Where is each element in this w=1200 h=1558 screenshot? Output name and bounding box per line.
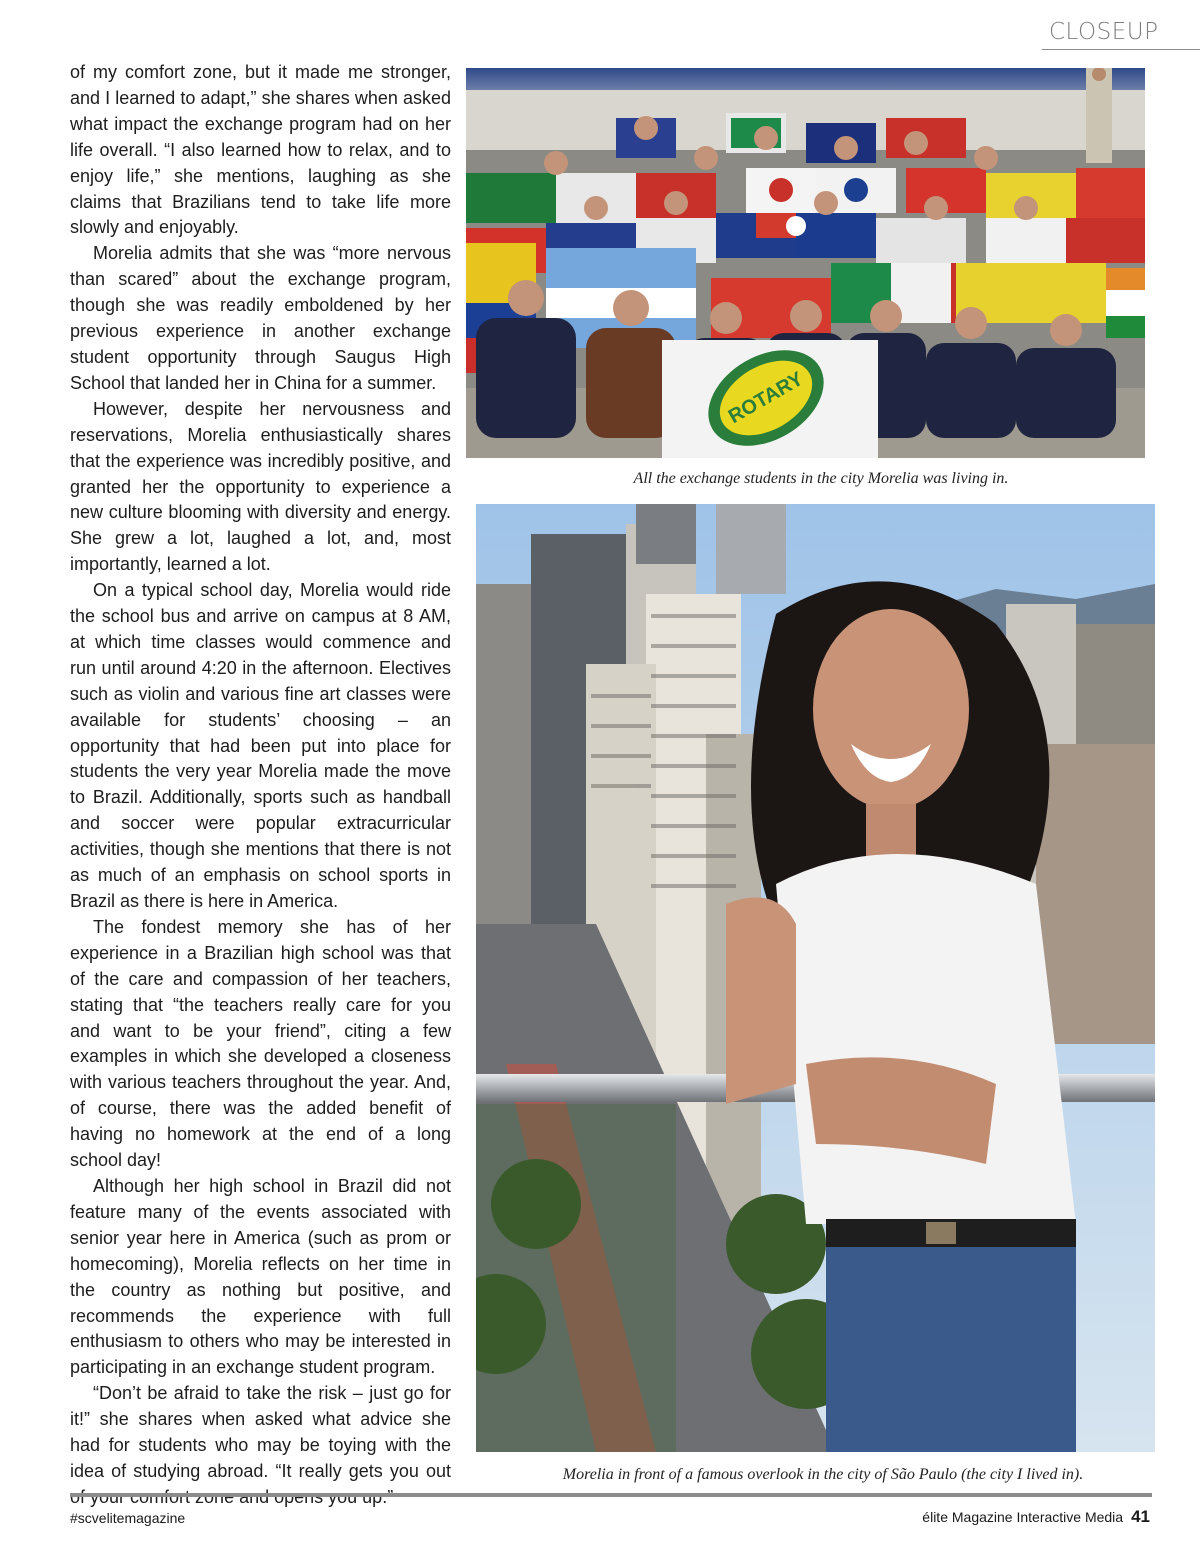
publication-name: élite Magazine Interactive Media [922, 1509, 1124, 1525]
portrait-photo [476, 504, 1155, 1452]
section-label: CLOSEUP [1042, 18, 1200, 50]
article-paragraph: of my comfort zone, but it made me stronger, and I learned to adapt,” she shares when asked what impact the exchange program had on her life overall. “I also learned how to relax, and to enjoy life,” she mentions, laughing as she claims that Brazilians tend to take life more slowly and enjoyably. [70, 62, 451, 238]
article-paragraph: Although her high school in Brazil did not feature many of the events associated with senior year here in America (such as prom or homecoming), Morelia reflects on her time in the country as nothing but positive, and recommends the experience with full enthusiasm to others who may be interested in participating in an exchange student program. [70, 1175, 451, 1378]
article-body [70, 60, 451, 1511]
article-paragraph: Morelia admits that she was “more nervous than scared” about the exchange program, though she was readily emboldened by her previous experience in another exchange student opportunity through Saugus High School that landed her in China for a summer. [70, 243, 451, 393]
footer-publication [922, 1507, 1150, 1527]
article-paragraph: On a typical school day, Morelia would ride the school bus and arrive on campus at 8 AM, at which time classes would commence and run until around 4:20 in the afternoon. Electives such as violin and various fine art classes were available for students’ choosing – an opportunity that had been put into place for students the very year Morelia made the move to Brazil. Additionally, sports such as handball and soccer were popular extracurricular activities, though she mentions that there is not as much of an emphasis on school sports in Brazil as there is here in America. [70, 580, 451, 911]
group-photo [466, 68, 1145, 458]
article-paragraph: The fondest memory she has of her experience in a Brazilian high school was that of the care and compassion of her teachers, stating that “the teachers really care for you and want to be your friend”, citing a few examples in which she developed a closeness with various teachers throughout the year. And, of course, there was the added benefit of having no homework at the end of a long school day! [70, 916, 451, 1171]
footer-hashtag: #scvelitemagazine [70, 1510, 186, 1526]
article-paragraph: “Don’t be afraid to take the risk – just go for it!” she shares when asked what advice she had for students who may be toying with the idea of studying abroad. “It really gets you out [70, 1383, 451, 1481]
article-paragraph: However, despite her nervousness and reservations, Morelia enthusiastically shares that the experience was incredibly positive, and granted her the opportunity to experience a new culture blooming with diversity and energy. She grew a lot, laughed a lot, and, most importantly, learned a lot. [70, 398, 451, 575]
banner-text: ROTARY [724, 367, 808, 429]
portrait-photo-caption: Morelia in front of a famous overlook in the city of São Paulo (the city I lived in). [562, 1466, 1084, 1483]
group-photo-caption: All the exchange students in the city Morelia was living in. [633, 470, 1009, 487]
page-number: 41 [1131, 1507, 1150, 1526]
footer-rule [70, 1493, 1152, 1497]
